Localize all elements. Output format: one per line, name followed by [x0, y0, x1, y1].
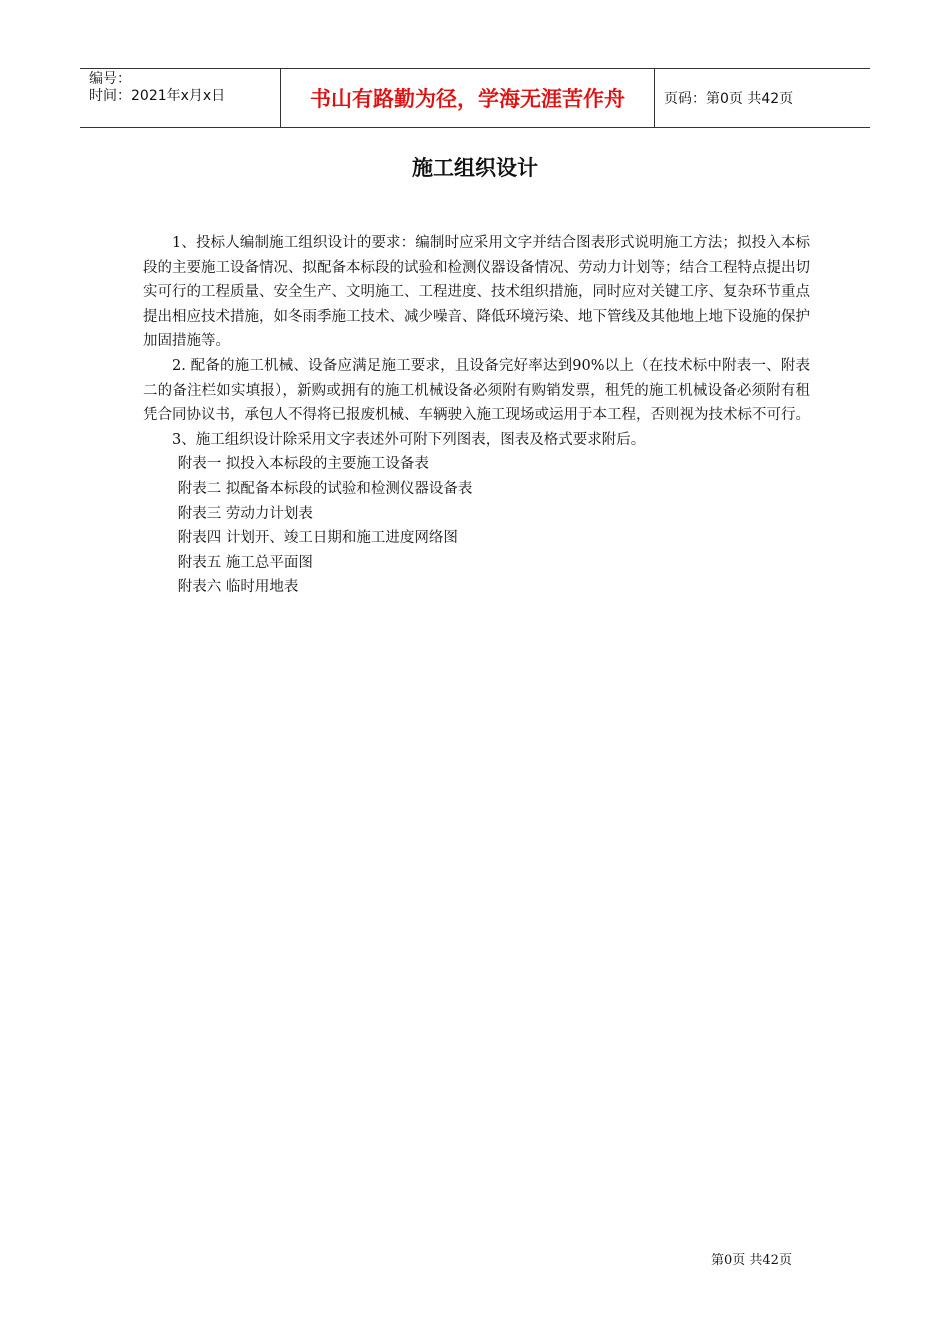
- document-number-label: 编号：: [89, 71, 131, 87]
- appendix-item: 附表五 施工总平面图: [177, 554, 313, 571]
- appendix-item: 附表三 劳动力计划表: [177, 505, 313, 522]
- header-meta: [80, 69, 281, 127]
- paragraph: 3、施工组织设计除采用文字表述外可附下列图表，图表及格式要求附后。: [172, 431, 646, 448]
- page-footer: 第0页 共42页: [711, 1253, 792, 1268]
- document-title: 施工组织设计: [412, 156, 538, 180]
- appendix-item: 附表二 拟配备本标段的试验和检测仪器设备表: [177, 480, 473, 497]
- appendix-item: 附表六 临时用地表: [177, 579, 299, 596]
- paragraph: 2. 配备的施工机械、设备应满足施工要求，且设备完好率达到90%以上（在技术标中附表一、附表二的备注栏如实填报），新购或拥有的施工机械设备必须附有购销发票，租凭的施工机械设备必须附有租凭合同协议书，承包人不得将已报废机械、车辆驶入施工现场或运用于本工程，否则视为技术标不可行。: [143, 357, 810, 424]
- page-header: [80, 68, 870, 128]
- document-date: 时间：2021年x月x日: [89, 88, 226, 104]
- header-page-info: 页码：第0页 共42页: [664, 91, 794, 107]
- appendix-item: 附表四 计划开、竣工日期和施工进度网络图: [177, 530, 458, 547]
- appendix-item: 附表一 拟投入本标段的主要施工设备表: [177, 456, 429, 473]
- header-motto: 书山有路勤为径，学海无涯苦作舟: [281, 69, 655, 127]
- document-body: [143, 231, 810, 600]
- paragraph: 1、投标人编制施工组织设计的要求：编制时应采用文字并结合图表形式说明施工方法；拟投入本标段的主要施工设备情况、拟配备本标段的试验和检测仪器设备情况、劳动力计划等；结合工程特点提出切实可行的工程质量、安全生产、文明施工、工程进度、技术组织措施，同时应对关键工序、复杂环节重点提出相应技术措施，如冬雨季施工技术、减少噪音、降低环境污染、地下管线及其他地上地下设施的保护加固措施等。: [143, 235, 810, 350]
